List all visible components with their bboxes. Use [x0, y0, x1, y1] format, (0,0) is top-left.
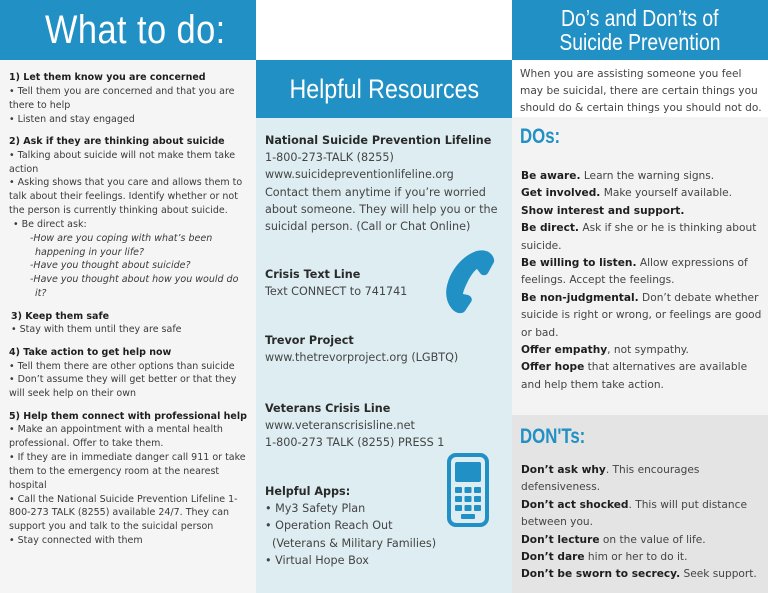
donts-list — [521, 462, 765, 584]
dont-item — [521, 497, 765, 532]
step-bullet: • Tell them you are concerned and that you are there to help — [9, 85, 235, 111]
step-title: 1) Let them know you are concerned — [9, 72, 206, 83]
resources-panel — [256, 0, 512, 593]
mobile-phone-icon — [447, 453, 489, 527]
step-bullet: • Make an appointment with a mental health professional. Offer to take them. — [9, 424, 223, 450]
resource-title: Helpful Apps: — [265, 485, 351, 498]
step-3 — [9, 310, 249, 338]
do-item — [521, 342, 765, 359]
dos-list — [521, 168, 765, 394]
do-item — [521, 168, 765, 185]
dont-item — [521, 549, 765, 566]
blank-header-area — [256, 0, 512, 60]
dont-item — [521, 462, 765, 497]
step-5 — [9, 410, 249, 548]
resource-description: Text CONNECT to 741741 — [265, 285, 408, 299]
resource-veterans — [265, 400, 510, 452]
do-item-bold: Be direct. — [521, 222, 579, 235]
step-title: 3) Keep them safe — [11, 310, 110, 322]
resources-title: Helpful Resources — [289, 73, 479, 104]
what-to-do-panel — [0, 0, 256, 593]
step-title: 5) Help them connect with professional help — [9, 410, 247, 422]
do-item-bold: Be aware. — [521, 170, 581, 182]
resource-title: Crisis Text Line — [265, 268, 361, 281]
step-bullet: • If they are in immediate danger call 911 or take them to the emergency room at the nearest hospital — [9, 452, 246, 491]
do-item-bold: Offer hope — [521, 361, 585, 374]
step-bullet: • Don’t assume they will get better or that they will seek help on their own — [9, 374, 237, 400]
dont-item — [521, 566, 765, 583]
step-4 — [9, 346, 249, 401]
donts-heading: DON'Ts: — [520, 425, 586, 448]
dont-item-text: . This encourages defensiveness. — [521, 464, 700, 494]
dos-donts-panel — [512, 0, 768, 593]
dont-item-bold: Don’t act shocked — [521, 498, 629, 511]
dont-item-text: . This will put distance between you. — [521, 498, 747, 529]
resource-phone: 1-800-273 TALK (8255) PRESS 1 — [265, 436, 445, 450]
resource-link[interactable]: www.veteranscrisisline.net — [265, 419, 415, 433]
resource-link[interactable]: www.thetrevorproject.org (LGBTQ) — [265, 351, 459, 365]
app-item: • Operation Reach Out — [265, 519, 393, 533]
do-item-text: Allow expressions of feelings. Accept the feelings. — [521, 257, 748, 287]
step-bullet: • Listen and stay engaged — [9, 113, 135, 125]
direct-question: -Have you thought about how you would do it? — [30, 274, 239, 300]
resource-title: Trevor Project — [265, 334, 354, 347]
dont-item-text: on the value of life. — [599, 533, 706, 546]
do-item — [521, 255, 765, 290]
dont-item-text: Seek support. — [680, 568, 757, 581]
resource-lifeline — [265, 132, 510, 235]
steps-list — [9, 71, 249, 557]
do-item-bold: Be non-judgmental. — [521, 291, 639, 304]
app-item: • Virtual Hope Box — [265, 553, 369, 567]
step-bullet: • Call the National Suicide Prevention Lifeline 1-800-273 TALK (8255) available 24/7. They can support you and talk to the suicidal person — [9, 493, 238, 533]
do-item — [521, 220, 765, 255]
dos-donts-intro: When you are assisting someone you feel may be suicidal, there are certain things you should do & certain things you should not do. — [520, 68, 762, 114]
step-1 — [9, 71, 249, 126]
step-bullet: • Talking about suicide will not make them take action — [9, 149, 236, 175]
do-item-text: Don’t debate whether suicide is right or wrong, or feelings are good or bad. — [521, 291, 762, 339]
dos-heading: DOs: — [520, 125, 561, 148]
do-item-bold: Be willing to listen. — [521, 257, 637, 270]
step-bullet: • Tell them there are other options than suicide — [9, 360, 235, 372]
resource-title: National Suicide Prevention Lifeline — [265, 134, 492, 147]
dos-donts-banner — [512, 0, 768, 60]
dont-item-bold: Don’t ask why — [521, 464, 606, 476]
do-item-text: Make yourself available. — [600, 187, 733, 200]
do-item-bold: Show interest and support. — [521, 204, 685, 217]
dont-item-bold: Don’t dare — [521, 551, 585, 564]
dont-item-bold: Don’t be sworn to secrecy. — [521, 568, 681, 581]
do-item-text: that alternatives are available and help them take action. — [521, 361, 748, 391]
step-bullet: • Stay with them until they are safe — [11, 324, 182, 336]
step-bullet: • Stay connected with them — [9, 535, 143, 547]
step-2 — [9, 135, 249, 301]
what-to-do-title: What to do: — [45, 7, 226, 52]
what-to-do-banner — [0, 0, 256, 60]
dont-item-bold: Don’t lecture — [521, 533, 600, 546]
phone-handset-icon — [442, 248, 498, 314]
resources-banner — [256, 60, 512, 118]
do-item-bold: Get involved. — [521, 187, 601, 200]
do-item — [521, 359, 765, 394]
direct-question: -Have you thought about suicide? — [30, 260, 191, 272]
direct-question: -How are you coping with what’s been happening in your life? — [30, 232, 213, 258]
do-item — [521, 203, 765, 220]
resource-phone: 1-800-273-TALK (8255) — [265, 151, 394, 165]
resource-title: Veterans Crisis Line — [265, 402, 391, 415]
step-title: 2) Ask if they are thinking about suicide — [9, 135, 225, 147]
do-item-text: Ask if she or he is thinking about suicide. — [521, 222, 757, 252]
do-item — [521, 290, 765, 342]
app-item: • My3 Safety Plan — [265, 502, 366, 516]
step-title: 4) Take action to get help now — [9, 346, 172, 358]
do-item — [521, 185, 765, 202]
dos-donts-title-line2: Suicide Prevention — [559, 29, 721, 55]
dos-donts-title-line1: Do’s and Don’ts of — [561, 5, 719, 31]
do-item-text: Learn the warning signs. — [580, 170, 715, 182]
resource-description: Contact them anytime if you’re worried about someone. They will help you or the suicidal person. (Call or Chat Online) — [265, 185, 498, 234]
resource-link[interactable]: www.suicidepreventionlifeline.org — [265, 168, 454, 182]
do-item-bold: Offer empathy — [521, 344, 608, 357]
resource-trevor — [265, 332, 510, 366]
do-item-text: , not sympathy. — [607, 344, 689, 357]
app-item-note: (Veterans & Military Families) — [272, 536, 437, 550]
step-bullet: • Be direct ask: — [13, 218, 87, 230]
dont-item — [521, 532, 765, 549]
dont-item-text: him or her to do it. — [584, 551, 688, 564]
step-bullet: • Asking shows that you care and allows them to talk about their feelings. Identify whether or not the person is currently thinking about suicide. — [9, 177, 243, 217]
